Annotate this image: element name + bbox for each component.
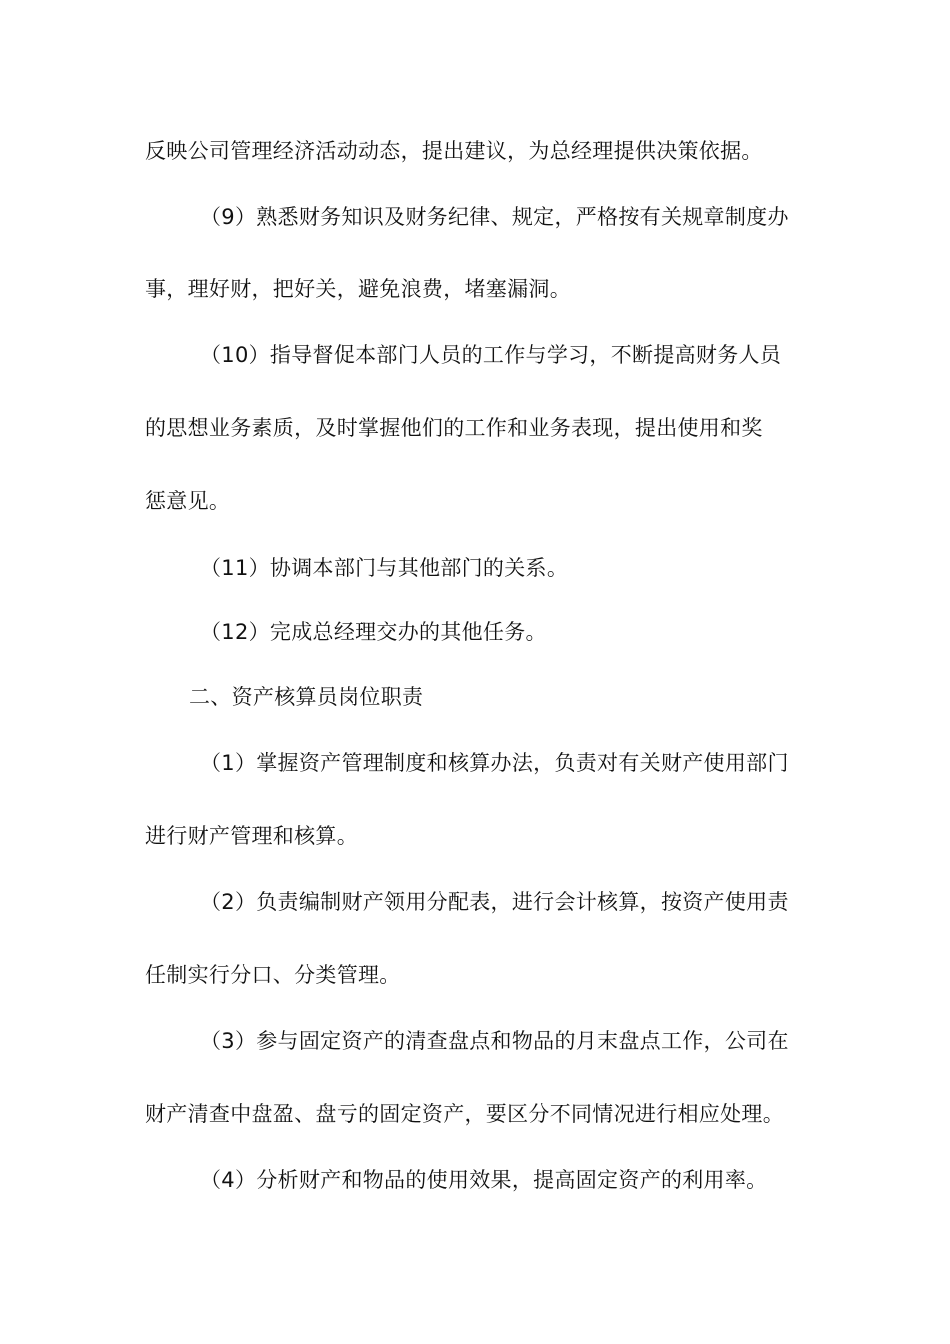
item-9-line-2: 事，理好财，把好关，避免浪费，堵塞漏洞。 bbox=[145, 277, 571, 301]
asset-item-1-line-2: 进行财产管理和核算。 bbox=[145, 824, 358, 848]
item-10-line-1: （10）指导督促本部门人员的工作与学习，不断提高财务人员 bbox=[200, 343, 782, 367]
asset-item-2-line-1: （2）负责编制财产领用分配表，进行会计核算，按资产使用责 bbox=[200, 890, 789, 914]
asset-item-4: （4）分析财产和物品的使用效果，提高固定资产的利用率。 bbox=[200, 1168, 768, 1192]
asset-item-3-line-2: 财产清查中盘盈、盘亏的固定资产，要区分不同情况进行相应处理。 bbox=[145, 1102, 784, 1126]
asset-item-1-line-1: （1）掌握资产管理制度和核算办法，负责对有关财产使用部门 bbox=[200, 751, 789, 775]
item-10-line-3: 惩意见。 bbox=[145, 489, 231, 513]
item-12: （12）完成总经理交办的其他任务。 bbox=[200, 620, 547, 644]
asset-item-2-line-2: 任制实行分口、分类管理。 bbox=[145, 963, 401, 987]
paragraph-line-1: 反映公司管理经济活动动态，提出建议，为总经理提供决策依据。 bbox=[145, 139, 763, 163]
item-10-line-2: 的思想业务素质，及时掌握他们的工作和业务表现，提出使用和奖 bbox=[145, 416, 763, 440]
item-11: （11）协调本部门与其他部门的关系。 bbox=[200, 556, 569, 580]
item-9-line-1: （9）熟悉财务知识及财务纪律、规定，严格按有关规章制度办 bbox=[200, 205, 789, 229]
asset-item-3-line-1: （3）参与固定资产的清查盘点和物品的月末盘点工作，公司在 bbox=[200, 1029, 789, 1053]
section-heading: 二、资产核算员岗位职责 bbox=[189, 685, 424, 709]
